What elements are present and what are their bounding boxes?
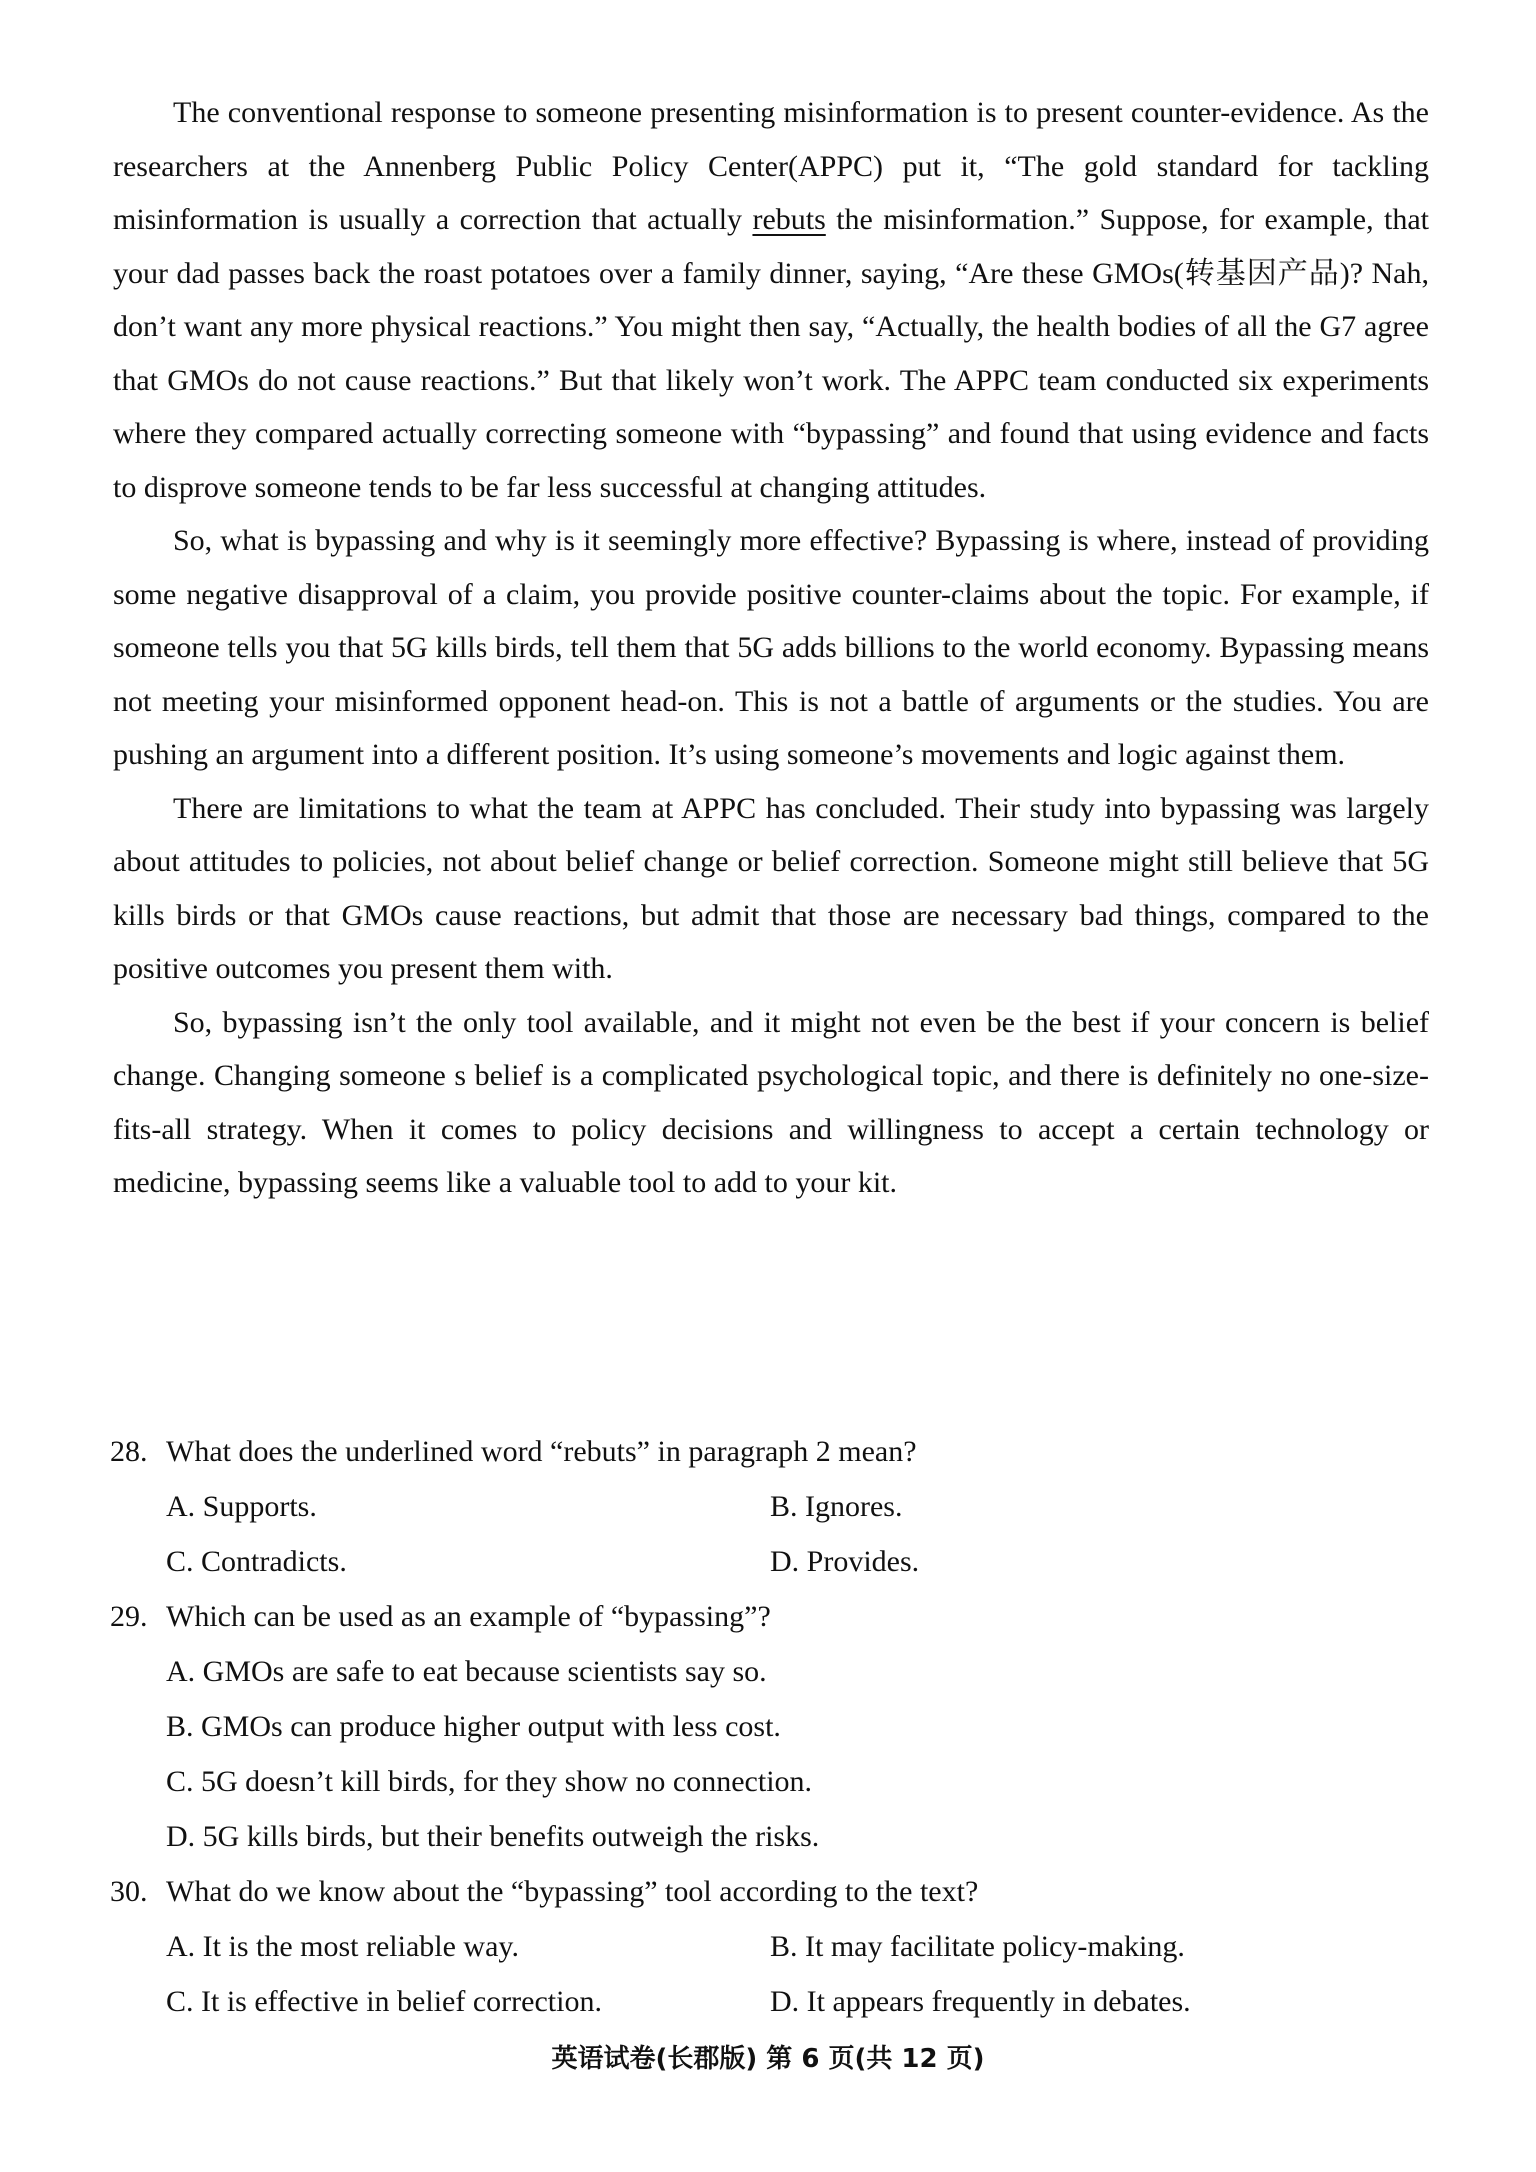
option-list [166, 1479, 1430, 1589]
question-text: What does the underlined word “rebuts” in paragraph 2 mean? [166, 1435, 917, 1468]
option-a: A. Supports. [166, 1490, 317, 1523]
question-text: Which can be used as an example of “bypassing”? [166, 1600, 771, 1633]
option-d: D. 5G kills birds, but their benefits outweigh the risks. [166, 1820, 820, 1853]
option-d: D. It appears frequently in debates. [770, 1985, 1191, 2018]
paragraph-1-text-b: the misinformation.” Suppose, for example, that your dad passes back the roast potatoes over a family dinner, saying, “Are these GMOs(转基因产品)? Nah, don’t want any more physical reactions.” You might then say, “Actually, the health bodies of all the G7 agree that GMOs do not cause reactions.” But that likely won’t work. The APPC team conducted six experiments where they compared actually correcting someone with “bypassing” and found that using evidence and facts to disprove someone tends to be far less successful at changing attitudes. [113, 203, 1430, 504]
option-c: C. 5G doesn’t kill birds, for they show no connection. [166, 1765, 813, 1798]
option-c: C. It is effective in belief correction. [166, 1985, 602, 2018]
page-footer: 英语试卷(长郡版) 第 6 页(共 12 页) [551, 2044, 985, 2074]
option-b: B. GMOs can produce higher output with less cost. [166, 1710, 781, 1743]
question-30 [110, 1864, 1430, 2029]
option-a: A. It is the most reliable way. [166, 1930, 519, 1963]
paragraph-3: There are limitations to what the team at APPC has concluded. Their study into bypassing was largely about attitudes to policies, not about belief change or belief correction. Someone might still believe that 5G kills birds or that GMOs cause reactions, but admit that those are necessary bad things, compared to the positive outcomes you present them with. [113, 791, 1429, 985]
paragraph-1-text-a: The conventional response to someone presenting misinformation is to present counter-evidence. As the researchers at the Annenberg Public Policy Center(APPC) put it, “The gold standard for tackling misinformation is usually a correction that actually [113, 96, 1429, 236]
question-number: 30. [110, 1875, 148, 1908]
question-stem [110, 1589, 1430, 1644]
paragraph-1 [113, 86, 1429, 514]
question-number: 29. [110, 1600, 148, 1633]
question-28 [110, 1424, 1430, 1589]
question-list [110, 1424, 1430, 2029]
paragraph-4: So, bypassing isn’t the only tool available, and it might not even be the best if your concern is belief change. Changing someone s belief is a complicated psychological topic, and there is definitely no one-size-fits-all strategy. When it comes to policy decisions and willingness to accept a certain technology or medicine, bypassing seems like a valuable tool to add to your kit. [113, 1005, 1429, 1199]
reading-passage [113, 86, 1429, 1210]
option-c: C. Contradicts. [166, 1545, 347, 1578]
question-stem [110, 1424, 1430, 1479]
option-list [166, 1644, 1430, 1864]
underlined-word-rebuts: rebuts [752, 203, 826, 236]
question-number: 28. [110, 1435, 148, 1468]
option-a: A. GMOs are safe to eat because scientists say so. [166, 1655, 767, 1688]
question-29 [110, 1589, 1430, 1864]
option-list [166, 1919, 1430, 2029]
option-d: D. Provides. [770, 1545, 920, 1578]
question-stem [110, 1864, 1430, 1919]
question-text: What do we know about the “bypassing” tool according to the text? [166, 1875, 979, 1908]
paragraph-2: So, what is bypassing and why is it seemingly more effective? Bypassing is where, instead of providing some negative disapproval of a claim, you provide positive counter-claims about the topic. For example, if someone tells you that 5G kills birds, tell them that 5G adds billions to the world economy. Bypassing means not meeting your misinformed opponent head-on. This is not a battle of arguments or the studies. You are pushing an argument into a different position. It’s using someone’s movements and logic against them. [113, 524, 1429, 771]
option-b: B. Ignores. [770, 1490, 903, 1523]
option-b: B. It may facilitate policy-making. [770, 1930, 1185, 1963]
